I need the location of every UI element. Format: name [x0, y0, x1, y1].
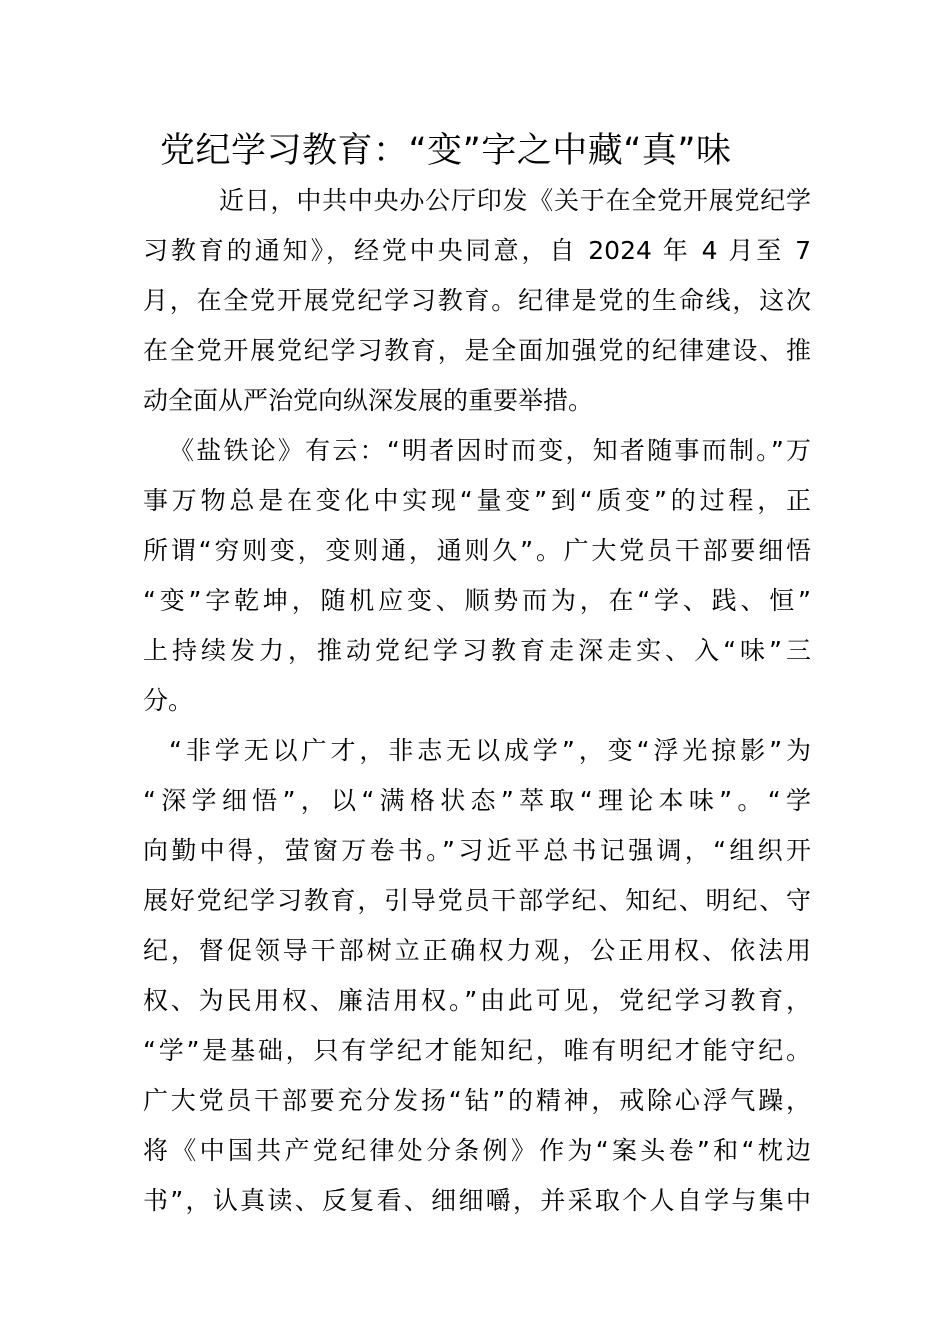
text-line: 上持续发力，推动党纪学习教育走深走实、入“味”三 — [143, 636, 811, 665]
text-line: 广大党员干部要充分发扬“钻”的精神，戒除心浮气躁， — [143, 1086, 811, 1115]
text-line: 习教育的通知》，经党中央同意，自 2024 年 4 月至 7 — [143, 236, 811, 265]
text-line: 在全党开展党纪学习教育，是全面加强党的纪律建设、推 — [143, 336, 811, 365]
text-line: 近日，中共中央办公厅印发《关于在全党开展党纪学 — [219, 186, 811, 215]
paragraph — [143, 726, 811, 1226]
document-title: 党纪学习教育：“变”字之中藏“真”味 — [160, 131, 732, 171]
text-line: 纪，督促领导干部树立正确权力观，公正用权、依法用 — [143, 936, 811, 965]
paragraph — [143, 426, 811, 726]
text-line: 动全面从严治党向纵深发展的重要举措。 — [143, 386, 594, 415]
text-line: 所谓“穷则变，变则通，通则久”。广大党员干部要细悟 — [143, 536, 811, 565]
text-line: 展好党纪学习教育，引导党员干部学纪、知纪、明纪、守 — [143, 886, 811, 915]
text-line: 月，在全党开展党纪学习教育。纪律是党的生命线，这次 — [143, 286, 811, 315]
text-line: “学”是基础，只有学纪才能知纪，唯有明纪才能守纪。 — [143, 1036, 811, 1065]
text-line: “非学无以广才，非志无以成学”，变“浮光掠影”为 — [169, 736, 811, 765]
text-line: 《盐铁论》有云：“明者因时而变，知者随事而制。”万 — [169, 436, 811, 465]
text-line: 书”，认真读、反复看、细细嚼，并采取个人自学与集中 — [143, 1186, 811, 1215]
text-line: “变”字乾坤，随机应变、顺势而为，在“学、践、恒” — [143, 586, 811, 615]
text-line: “深学细悟”，以“满格状态”萃取“理论本味”。“学 — [143, 786, 811, 815]
paragraph — [143, 176, 811, 426]
text-line: 分。 — [143, 686, 194, 715]
document-body — [143, 176, 811, 1226]
text-line: 权、为民用权、廉洁用权。”由此可见，党纪学习教育， — [143, 986, 811, 1015]
text-line: 事万物总是在变化中实现“量变”到“质变”的过程，正 — [143, 486, 811, 515]
text-line: 将《中国共产党纪律处分条例》作为“案头卷”和“枕边 — [143, 1136, 811, 1165]
text-line: 向勤中得，萤窗万卷书。”习近平总书记强调，“组织开 — [143, 836, 811, 865]
